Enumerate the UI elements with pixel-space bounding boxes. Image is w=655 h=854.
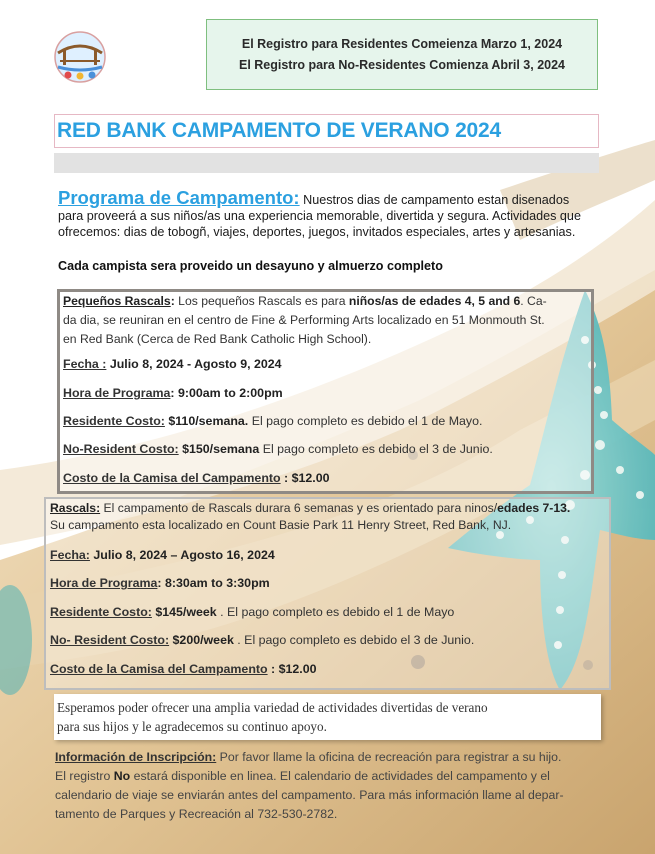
info-label: Información de Inscripción:	[55, 750, 217, 764]
program-description	[58, 187, 598, 240]
rascals-nonresident-cost: No- Resident Costo: $200/week . El pago completo es debido el 3 de Junio.	[50, 633, 475, 647]
rascals-desc: Rascals: El campamento de Rascals durara 6 semanas y es orientado para ninos/edades 7-13. Su campamento esta localizado en Count Basie Park 11 Henry Street, Red Bank, NJ.	[50, 501, 571, 532]
page-title: RED BANK CAMPAMENTO DE VERANO 2024	[57, 119, 501, 142]
title-box	[54, 114, 599, 148]
program-line-1: Nuestros dias de campamento estan disenados	[299, 193, 570, 207]
rascals-label: Rascals:	[50, 501, 101, 515]
red-bank-parks-logo	[50, 31, 110, 83]
resident-registration-date: El Registro para Residentes Comeienza Marzo 1, 2024	[241, 37, 563, 51]
little-rascals-nonresident-cost: No-Resident Costo: $150/semana El pago completo es debido el 3 de Junio.	[63, 442, 493, 456]
little-rascals-resident-cost: Residente Costo: $110/semana. El pago completo es debido el 1 de Mayo.	[63, 414, 483, 428]
non-resident-registration-date: El Registro para No-Residentes Comienza Abril 3, 2024	[238, 58, 566, 72]
little-rascals-fecha: Fecha : Julio 8, 2024 - Agosto 9, 2024	[63, 357, 282, 371]
registration-dates-box	[206, 19, 598, 90]
closing-message: Esperamos poder ofrecer una amplia variedad de actividades divertidas de verano para sus hijos y le agradecemos su continuo apoyo.	[54, 694, 601, 740]
little-rascals-hora: Hora de Programa: 9:00am to 2:00pm	[63, 386, 283, 400]
meal-note: Cada campista sera proveido un desayuno y almuerzo completo	[58, 259, 443, 273]
rascals-resident-cost: Residente Costo: $145/week . El pago completo es debido el 1 de Mayo	[50, 605, 455, 619]
little-rascals-label: Pequeños Rascals	[63, 294, 171, 308]
program-line-3: ofrecemos: dias de tobogñ, viajes, deportes, juegos, invitados especiales, artes y artesanias.	[58, 225, 576, 239]
little-rascals-shirt-cost: Costo de la Camisa del Campamento : $12.00	[63, 471, 330, 485]
rascals-shirt-cost: Costo de la Camisa del Campamento : $12.00	[50, 662, 317, 676]
rascals-hora: Hora de Programa: 8:30am to 3:30pm	[50, 576, 270, 590]
rascals-fecha: Fecha: Julio 8, 2024 – Agosto 16, 2024	[50, 548, 275, 562]
divider-bar	[54, 153, 599, 173]
registration-info: Información de Inscripción: Por favor llame la oficina de recreación para registrar a su hijo. El registro No estará disponible en linea. El calendario de actividades del campamento y el calendario de viaje se enviarán antes del campamento. Para más información llame al depar- tamento de Parques y Recreación al 732-530-2782.	[55, 750, 564, 821]
program-line-2: para proveerá a sus niños/as una experiencia memorable, divertida y segura. Actividades que	[58, 209, 581, 223]
program-heading: Programa de Campamento:	[58, 187, 300, 208]
little-rascals-desc: Pequeños Rascals: Los pequeños Rascals es para niños/as de edades 4, 5 and 6. Ca- da dia, se reuniran en el centro de Fine & Performing Arts localizado en 51 Monmouth St. en Red Bank (Cerca de Red Bank Catholic High School).	[63, 294, 547, 346]
